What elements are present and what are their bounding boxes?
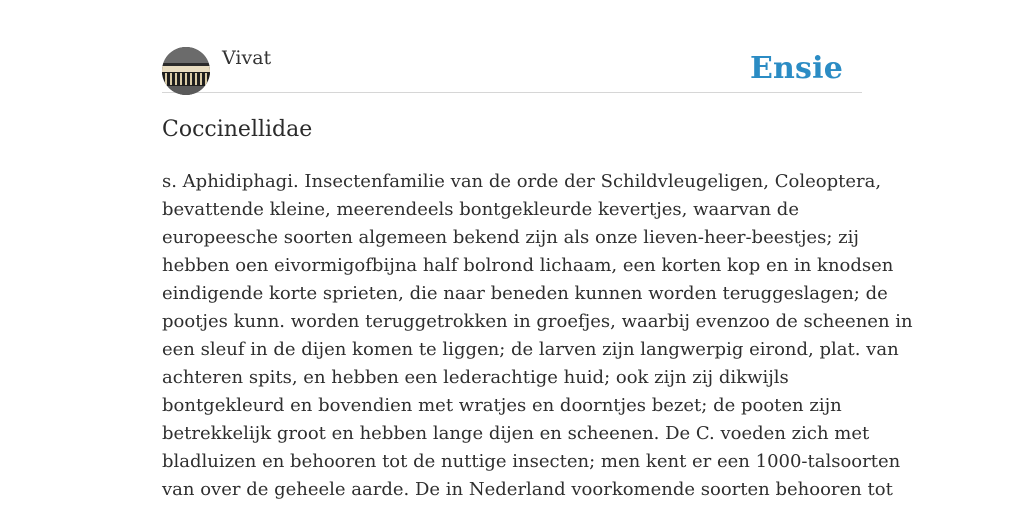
- site-logo[interactable]: Ensie: [749, 51, 843, 86]
- body-line: betrekkelijk groot en hebben lange dijen en scheenen. De C. voeden zich met: [162, 423, 870, 444]
- page-header: [162, 46, 862, 93]
- article-body: [162, 168, 913, 504]
- body-line: bontgekleurd en bovendien met wratjes en doorntjes bezet; de pooten zijn: [162, 395, 842, 416]
- author-avatar[interactable]: [162, 47, 210, 95]
- body-line: eindigende korte sprieten, die naar beneden kunnen worden teruggeslagen; de: [162, 283, 888, 304]
- body-line: s. Aphidiphagi. Insectenfamilie van de orde der Schildvleugeligen, Coleoptera,: [162, 171, 882, 192]
- body-line: een sleuf in de dijen komen te liggen; de larven zijn langwerpig eirond, plat. van: [162, 339, 899, 360]
- body-line: van over de geheele aarde. De in Nederland voorkomende soorten behooren tot: [162, 479, 893, 500]
- author-name[interactable]: Vivat: [222, 47, 272, 69]
- body-line: achteren spits, en hebben een lederachtige huid; ook zijn zij dikwijls: [162, 367, 789, 388]
- body-line: bladluizen en behooren tot de nuttige insecten; men kent er een 1000-talsoorten: [162, 451, 901, 472]
- body-line: hebben oen eivormigofbijna half bolrond lichaam, een korten kop en in knodsen: [162, 255, 894, 276]
- book-spines-avatar-icon: [162, 47, 210, 95]
- page-title: Coccinellidae: [162, 117, 313, 142]
- body-line: bevattende kleine, meerendeels bontgekleurde kevertjes, waarvan de: [162, 199, 799, 220]
- body-line: pootjes kunn. worden teruggetrokken in groefjes, waarbij evenzoo de scheenen in: [162, 311, 913, 332]
- body-line: europeesche soorten algemeen bekend zijn als onze lieven-heer-beestjes; zij: [162, 227, 859, 248]
